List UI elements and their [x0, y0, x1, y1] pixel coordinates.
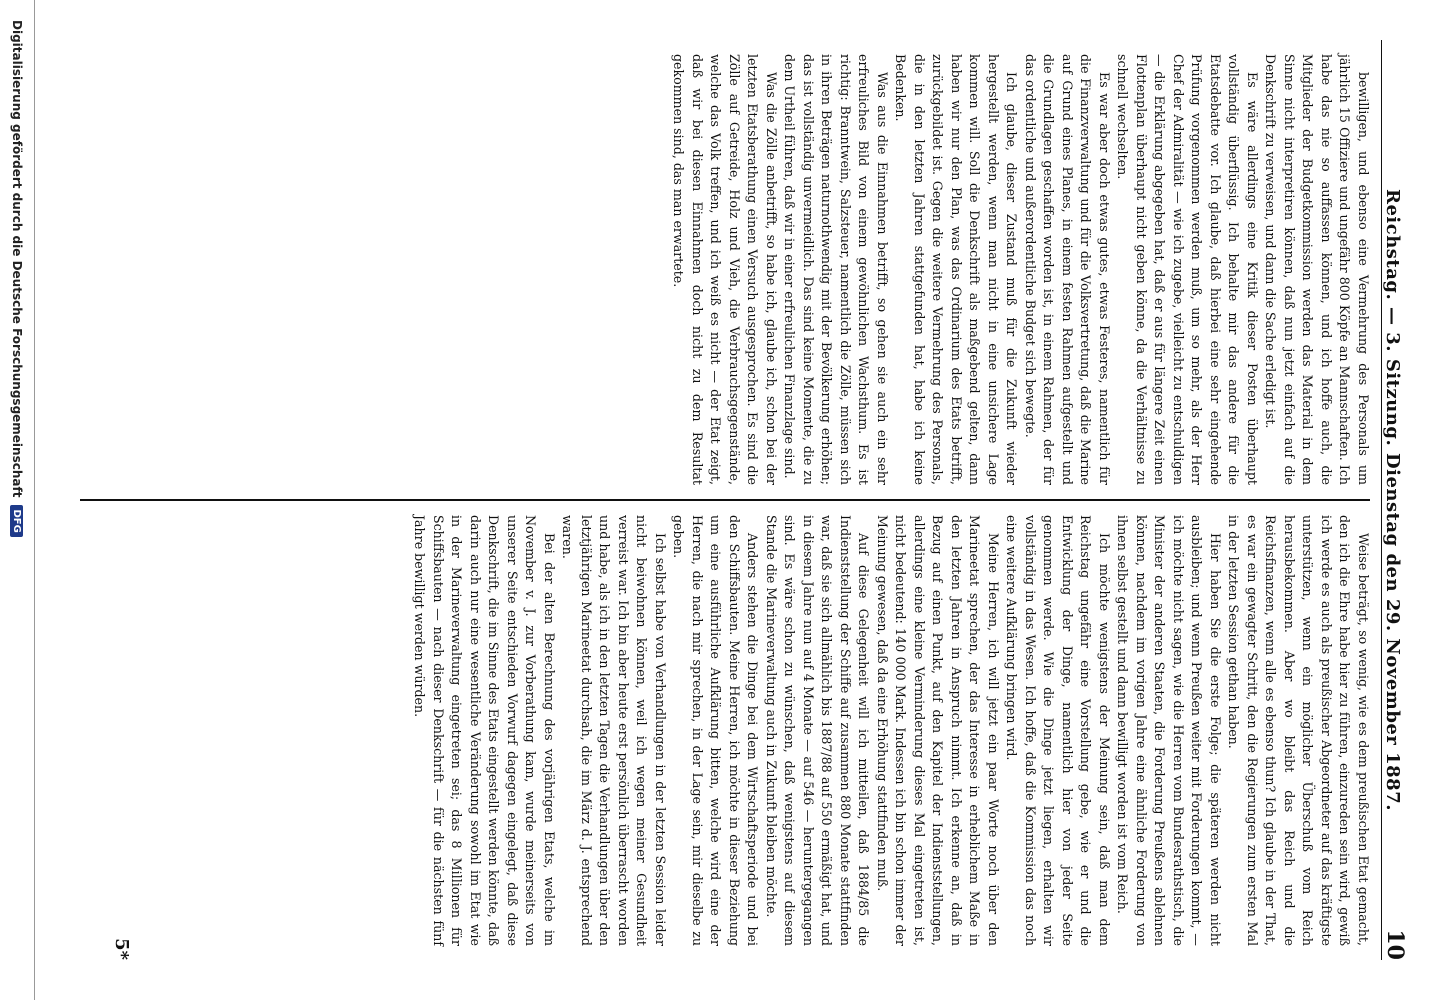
- text-columns: [80, 40, 1372, 960]
- text-column-left: [80, 40, 1372, 499]
- paragraph: Bei der alten Berechnung des vorjährigen Etats, welche im November v. J. zur Vorberathung kam, wurde meinerseits von unserer Seite entschieden Vorwurf dagegen eingelegt, daß diese Denkschrift, die im Sinne des Etats eingestellt werden könnte, daß darin auch nur eine wesentliche Veränderung sowohl im Etat wie in der Marineverwaltung eingetreten sei; das 8 Millionen für Schiffsbauten — nach dieser Denkschrift — für die nächsten fünf Jahre bewilligt werden würden.: [412, 515, 557, 946]
- credit-text: Digitalisierung gefördert durch die Deutsche Forschungsgemeinschaft: [10, 20, 24, 498]
- paragraph: Was die Zölle anbetrifft, so habe ich, glaube ich, schon bei der letzten Etatsberathung einen Versuch ausgesprochen. Es sind die Zölle auf Getreide, Holz und Vieh, die Verbrauchsgegenstände, welche das Volk treffen, und ich weiß es nicht — der Etat zeigt, daß wir bei diesen Einnahmen doch nicht zu dem Resultat gekommen sind, das man erwartete.: [671, 54, 779, 485]
- paragraph: Anders stehen die Dinge bei dem Wirtschaftsperiode und bei den Schiffsbauten. Meine Herren, ich möchte in dieser Beziehung um eine ausführliche Aufklärung bitten, welche wird eine der Herren, die nach mir sprechen, in der Lage sein, mir dieselbe zu geben.: [671, 515, 761, 946]
- paragraph: bewilligen, und ebenso eine Vermehrung des Personals um jährlich 15 Offiziere und ungefähr 800 Köpfe an Mannschaften. Ich habe das nie so auffassen können, und ich hoffe auch, die Mitglieder der Budgetkommission werden das Material in dem Sinne nicht interpretiren können, daß nun jetzt einfach auf die Denkschrift zu verweisen, und dann die Sache erledigt ist.: [1263, 54, 1371, 485]
- paragraph: Ich möchte wenigstens der Meinung sein, daß man dem Reichstag ungefähr eine Vorstellung gebe, wie er und die Entwicklung der Dinge, namentlich hier von jeder Seite genommen werde. Wie die Dinge jetzt liegen, erhalten wir vollständig in das Wesen. Ich hoffe, daß die Kommission das noch eine weitere Aufklärung bringen wird.: [1004, 515, 1112, 946]
- page-header: [1381, 40, 1410, 960]
- paragraph: Ich glaube, dieser Zustand muß für die Zukunft wieder hergestellt werden, wenn man nicht in eine unsichere Lage kommen will. Soll die Denkschrift als maßgebend gelten, dann haben wir nur den Plan, was das Ordinarium des Etats betrifft, zurückgebildet ist. Gegen die weitere Vermehrung des Personals, die in den letzten Jahren stattgefunden hat, habe ich keine Bedenken.: [893, 54, 1020, 485]
- paragraph: Ich selbst habe von Verhandlungen in der letzten Session leider nicht beiwohnen können, weil ich wegen meiner Gesundheit verreist war. Ich bin aber heute erst persönlich überrascht worden und habe, als ich in den letzten Tagen die Verhandlungen über den letztjährigen Marineetat durchsah, die im März d. J. entsprechend waren.: [560, 515, 668, 946]
- sheet-signature: 5*: [111, 938, 132, 960]
- digitization-credit: [0, 0, 35, 1000]
- paragraph: Hier haben Sie die erste Folge; die späteren werden nicht ausbleiben; und wenn Preußen weiter mit Forderungen kommt, — ich möchte nicht sagen, wie die Herren vom Bundesrathstisch, die Minister der anderen Staaten, die Forderung Preußens ablehnen können, nachdem im vorigen Jahre eine ähnliche Forderung von ihnen selbst gestellt und dann bewilligt worden ist vom Reich.: [1115, 515, 1223, 946]
- page-title: Reichstag. — 3. Sitzung. Dienstag den 29. November 1887.: [1382, 188, 1403, 811]
- paragraph: Weise beträgt, so wenig, wie es dem preußischen Etat gemacht, den ich die Ehre habe hier zu führen, einzureden sein wird, gewiß ich werde es auch als preußischer Abgeordneter auf das kräftigste unterstützen, wenn ein möglicher Überschuß vom Reich herausbekommen. Aber wo bleibt das Reich und die Reichsfinanzen, wenn alle es ebenso thun? Ich glaube in der That, es war ein gewagter Schritt, den die Regierungen zum ersten Mal in der letzten Session gethan haben.: [1226, 515, 1371, 946]
- page-number: 10: [1382, 929, 1408, 960]
- paragraph: Auf diese Gelegenheit will ich mitteilen, daß 1884/85 die Indienststellung der Schiffe auf zusammen 880 Monate stattfinden war, daß sie sich allmählich bis 1887/88 auf 550 ermäßigt hat, und in diesem Jahre nun auf 4 Monate — auf 546 — heruntergegangen sind. Es wäre schon zu wünschen, daß wenigstens auf diesem Stande die Marineverwaltung auch in Zukunft bleiben möchte.: [764, 515, 872, 946]
- paragraph: Meine Herren, ich will jetzt ein paar Worte noch über den Marineetat sprechen, der das Interesse in erheblichem Maße in den letzten Jahren in Anspruch nimmt. Ich erkenne an, daß in Bezug auf einen Punkt, auf den Kapitel der Indienststellungen, allerdings eine kleine Verminderung dieses Mal eingetreten ist, nicht bedeutend: 140 000 Mark. Indessen ich bin schon immer der Meinung gewesen, daß da eine Erhöhung stattfinden muß.: [875, 515, 1001, 946]
- paragraph: Es war aber doch etwas gutes, etwas Festeres, namentlich für die Finanzverwaltung und für die Volksvertretung, daß die Marine auf Grund eines Planes, in einem festen Rahmen aufgestellt und die Grundlagen geschaffen worden ist, in einem Rahmen, der für das ordentliche und außerordentliche Budget sich bewegte.: [1023, 54, 1112, 485]
- paragraph: Es wäre allerdings eine Kritik dieser Posten überhaupt vollständig überflüssig. Ich behalte mir das andere für die Etatsdebatte vor. Ich glaube, daß hierbei eine sehr eingehende Prüfung vorgenommen werden muß, um so mehr, als der Herr Chef der Admiralität — wie ich zugebe, vielleicht zu entschuldigen — die Erklärung abgegeben hat, daß er aus für längere Zeit einen Flottenplan überhaupt nicht geben könne, da die Verhältnisse zu schnell wechselten.: [1115, 54, 1260, 485]
- paragraph: Was aus die Einnahmen betrifft, so gehen sie auch ein sehr erfreuliches Bild von einem gewöhnlichen Wachsthum. Es ist richtig: Branntwein, Salzsteuer, namentlich die Zölle, müssen sich in ihren Beträgen naturnothwendig mit der Bevölkerung erhöhen; das ist vollständig unvermeidlich. Das sind keine Momente, die zu dem Urtheil führen, daß wir in einer erfreulichen Finanzlage sind.: [782, 54, 890, 485]
- text-column-right: [80, 501, 1372, 960]
- dfg-logo: DFG: [11, 505, 24, 536]
